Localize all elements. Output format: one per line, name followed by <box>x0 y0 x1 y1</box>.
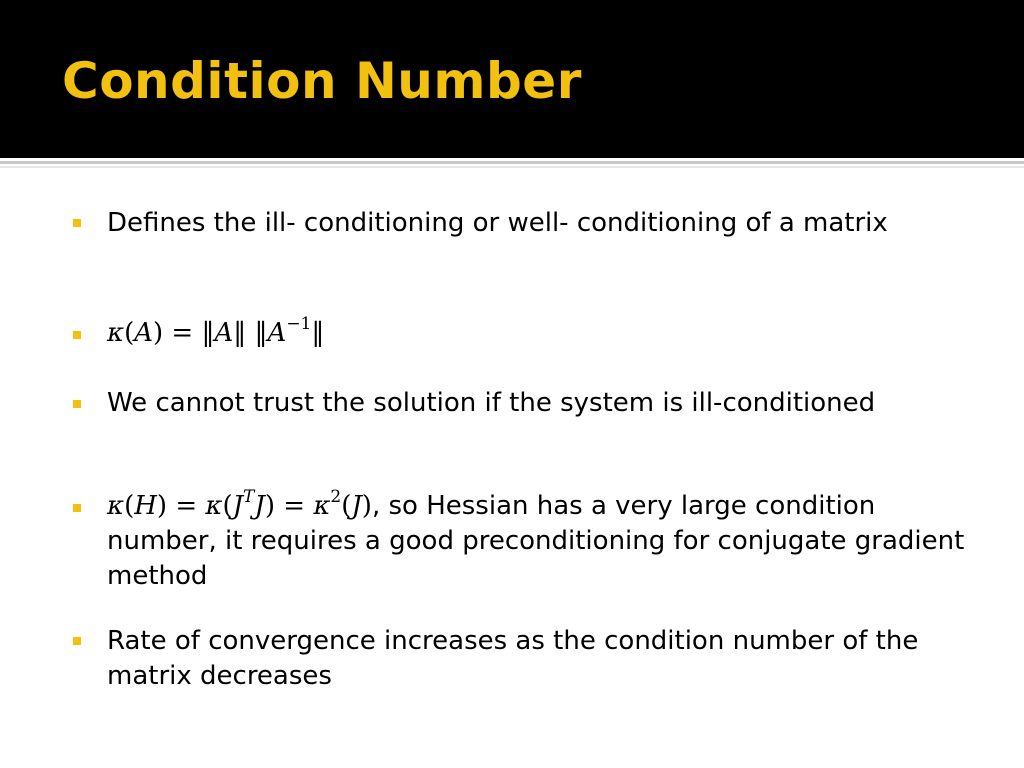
bullet-square-icon <box>73 504 81 512</box>
kappa-symbol: κ <box>205 491 223 521</box>
bullet-text <box>107 489 987 594</box>
title-divider <box>0 161 1024 164</box>
square-exponent: 2 <box>330 487 342 507</box>
bullet-text: Defines the ill- conditioning or well- conditioning of a matrix <box>107 208 888 238</box>
equals-sign: = <box>163 318 202 348</box>
slide-title: Condition Number <box>62 52 582 110</box>
matrix-j: J <box>232 491 244 521</box>
paren-close: ) <box>153 318 164 348</box>
matrix-j: J <box>351 491 362 521</box>
matrix-j: J <box>254 491 265 521</box>
title-divider-secondary <box>0 166 1024 168</box>
norm-open: ‖ <box>201 318 215 348</box>
equals-sign: = <box>274 491 314 521</box>
matrix-a: A <box>214 318 234 348</box>
bullet-text: We cannot trust the solution if the system is ill-conditioned <box>107 388 876 418</box>
condition-number-formula <box>107 316 987 351</box>
kappa-symbol: κ <box>107 491 125 521</box>
bullet-square-icon <box>73 637 81 645</box>
norm-close: ‖ <box>233 318 247 348</box>
norm-open: ‖ <box>254 318 268 348</box>
matrix-h: H <box>134 491 157 521</box>
bullet-square-icon <box>73 400 81 408</box>
kappa-symbol: κ <box>107 318 125 348</box>
matrix-a: A <box>267 318 287 348</box>
title-bar <box>0 0 1024 158</box>
hessian-formula: $\kappa(H) = \kappa(J^TJ) = \kappa^2(J)$ <box>107 487 372 521</box>
paren-open: ( <box>124 318 135 348</box>
bullet-text-tail: , so Hessian has a very large condition number, it requires a good preconditioning for conjugate gradient method <box>107 491 965 591</box>
norm-close: ‖ <box>311 318 325 348</box>
kappa-symbol: κ <box>313 491 331 521</box>
matrix-a: A <box>134 318 153 348</box>
bullet-square-icon <box>73 331 81 339</box>
bullet-square-icon <box>73 219 81 227</box>
inverse-exponent: −1 <box>286 314 312 334</box>
bullet-text: Rate of convergence increases as the condition number of the matrix decreases <box>107 626 919 691</box>
equals-sign: = <box>167 491 206 521</box>
transpose-exponent: T <box>243 487 255 507</box>
